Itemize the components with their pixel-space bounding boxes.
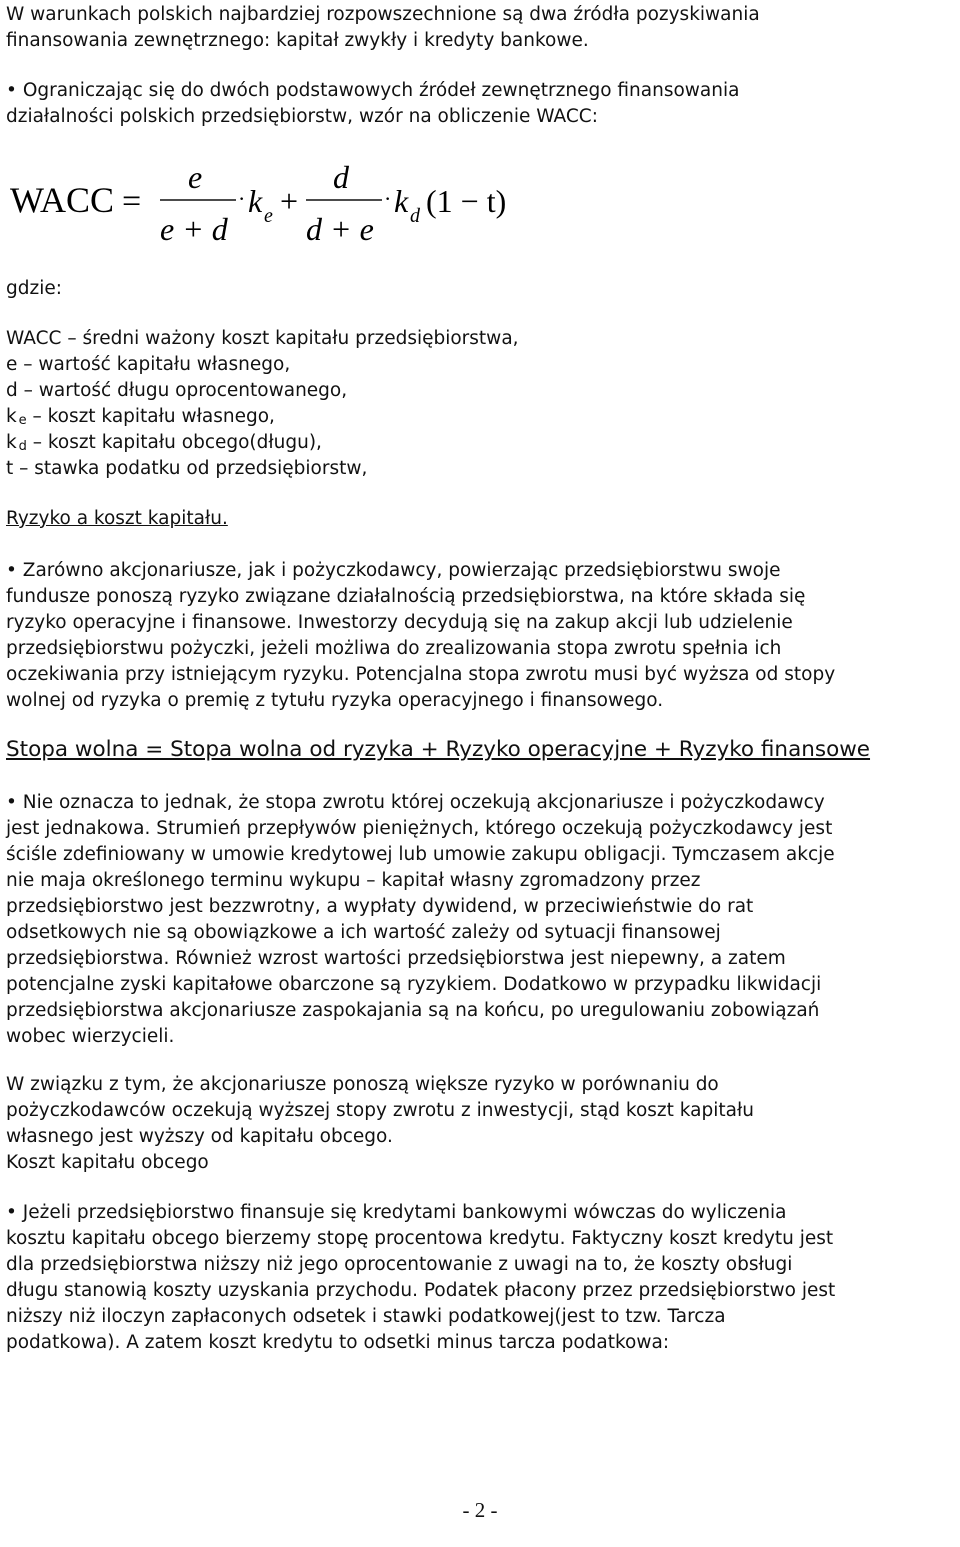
para4-line: • Jeżeli przedsiębiorstwo finansuje się kredytami bankowymi wówczas do wyliczenia xyxy=(6,1202,787,1223)
para4-line: długu stanowią koszty uzyskania przychodu. Podatek płacony przez przedsiębiorstwo jest xyxy=(6,1280,836,1301)
para2-line: potencjalne zyski kapitałowe obarczone są ryzykiem. Dodatkowo w przypadku likwidacji xyxy=(6,974,822,995)
formula-frac1-denominator: e + d xyxy=(160,211,228,247)
para4-line: niższy niż iloczyn zapłaconych odsetek i stawki podatkowej(jest to tzw. Tarcza xyxy=(6,1306,726,1327)
definition-symbol: t xyxy=(6,458,14,479)
bullet1-line-2: działalności polskich przedsiębiorstw, wzór na obliczenie WACC: xyxy=(6,106,598,127)
definition-subscript: d xyxy=(18,439,27,454)
formula-equals: = xyxy=(122,183,142,220)
definition-subscript: e xyxy=(18,413,27,428)
formula-frac1-numerator: e xyxy=(188,159,203,195)
para2-line: ściśle zdefiniowany w umowie kredytowej lub umowie zakupu obligacji. Tymczasem akcje xyxy=(6,844,835,865)
para1-line: ryzyko operacyjne i finansowe. Inwestorzy decydują się na zakup akcji lub udzielenie xyxy=(6,612,793,633)
section-heading-risk: Ryzyko a koszt kapitału. xyxy=(6,508,228,529)
para1-line: wolnej od ryzyka o premię z tytułu ryzyka operacyjnego i finansowego. xyxy=(6,690,664,711)
formula-dot-2: · xyxy=(384,186,392,211)
definition-e xyxy=(6,352,290,378)
wacc-formula xyxy=(0,150,960,260)
bullet-icon: • xyxy=(6,80,17,101)
formula-sub-d: d xyxy=(410,205,420,227)
formula-k-d: k xyxy=(394,183,409,219)
para2-line: odsetkowych nie są obowiązkowe a ich wartość zależy od sytuacji finansowej xyxy=(6,922,721,943)
para1-line: przedsiębiorstwu pożyczki, jeżeli możliwa do zrealizowania stopa zwrotu spełnia ich xyxy=(6,638,782,659)
bullet1-line-1 xyxy=(6,78,739,104)
formula-k-e: k xyxy=(248,183,263,219)
formula-dot-1: · xyxy=(238,186,246,211)
formula-sub-e: e xyxy=(264,205,273,227)
para4-line: dla przedsiębiorstwa niższy niż jego oprocentowanie z uwagi na to, że koszty obsługi xyxy=(6,1254,793,1275)
para3-line: pożyczkodawców oczekują wyższej stopy zwrotu z inwestycji, stąd koszt kapitału xyxy=(6,1100,754,1121)
definition-symbol: WACC xyxy=(6,328,62,349)
definition-t xyxy=(6,456,367,482)
para4-line: podatkowa). A zatem koszt kredytu to odsetki minus tarcza podatkowa: xyxy=(6,1332,670,1353)
para2-line: jest jednakowa. Strumień przepływów pieniężnych, którego oczekują pożyczkodawcy jest xyxy=(6,818,833,839)
para2-line: nie maja określonego terminu wykupu – kapitał własny zgromadzony przez xyxy=(6,870,701,891)
rate-equation: Stopa wolna = Stopa wolna od ryzyka + Ryzyko operacyjne + Ryzyko finansowe xyxy=(6,737,871,762)
formula-frac2-numerator: d xyxy=(333,159,349,195)
intro-line-2: finansowania zewnętrznego: kapitał zwykły i kredyty bankowe. xyxy=(6,30,589,51)
definition-d xyxy=(6,378,347,404)
page-number: - 2 - xyxy=(462,1498,498,1522)
formula-plus: + xyxy=(280,183,299,219)
para3-line: własnego jest wyższy od kapitału obcego. xyxy=(6,1126,393,1147)
definition-symbol: e xyxy=(6,354,18,375)
definition-wacc xyxy=(6,326,519,352)
para1-line: • Zarówno akcjonariusze, jak i pożyczkodawcy, powierzając przedsiębiorstwu swoje xyxy=(6,560,781,581)
intro-line-1: W warunkach polskich najbardziej rozpowszechnione są dwa źródła pozyskiwania xyxy=(6,4,760,25)
para3-line: W związku z tym, że akcjonariusze ponoszą większe ryzyko w porównaniu do xyxy=(6,1074,719,1095)
para2-line: przedsiębiorstwa akcjonariusze zaspokajania są na końcu, po uregulowaniu zobowiązań xyxy=(6,1000,820,1021)
gdzie-label: gdzie: xyxy=(6,278,62,299)
definition-text: – wartość kapitału własnego, xyxy=(17,354,291,375)
formula-frac2-denominator: d + e xyxy=(306,211,374,247)
definition-text: – stawka podatku od przedsiębiorstw, xyxy=(13,458,368,479)
definition-ke xyxy=(6,404,275,432)
para1-line: oczekiwania przy istniejącym ryzyku. Potencjalna stopa zwrotu musi być wyższa od stopy xyxy=(6,664,836,685)
definition-symbol: d xyxy=(6,380,18,401)
definition-text: – koszt kapitału własnego, xyxy=(26,406,275,427)
definition-text: – koszt kapitału obcego(długu), xyxy=(26,432,322,453)
definition-text: – wartość długu oprocentowanego, xyxy=(17,380,348,401)
formula-lhs: WACC xyxy=(10,180,115,220)
formula-tail: (1 − t) xyxy=(426,183,507,219)
para2-line: przedsiębiorstwo jest bezzwrotny, a wypłaty dywidend, w przeciwieństwie do rat xyxy=(6,896,754,917)
definition-text: – średni ważony koszt kapitału przedsiębiorstwa, xyxy=(61,328,519,349)
para2-line: • Nie oznacza to jednak, że stopa zwrotu której oczekują akcjonariusze i pożyczkodawcy xyxy=(6,792,825,813)
section-heading-debt-cost: Koszt kapitału obcego xyxy=(6,1152,209,1173)
para1-line: fundusze ponoszą ryzyko związane działalnością przedsiębiorstwa, na które składa się xyxy=(6,586,806,607)
definition-kd xyxy=(6,430,322,458)
definition-symbol: k xyxy=(6,432,17,453)
definition-symbol: k xyxy=(6,406,17,427)
para2-line: wobec wierzycieli. xyxy=(6,1026,175,1047)
para4-line: kosztu kapitału obcego bierzemy stopę procentowa kredytu. Faktyczny koszt kredytu jest xyxy=(6,1228,834,1249)
para2-line: przedsiębiorstwa. Również wzrost wartości przedsiębiorstwa jest niepewny, a zatem xyxy=(6,948,786,969)
bullet1-text-1: Ograniczając się do dwóch podstawowych źródeł zewnętrznego finansowania xyxy=(22,80,740,101)
